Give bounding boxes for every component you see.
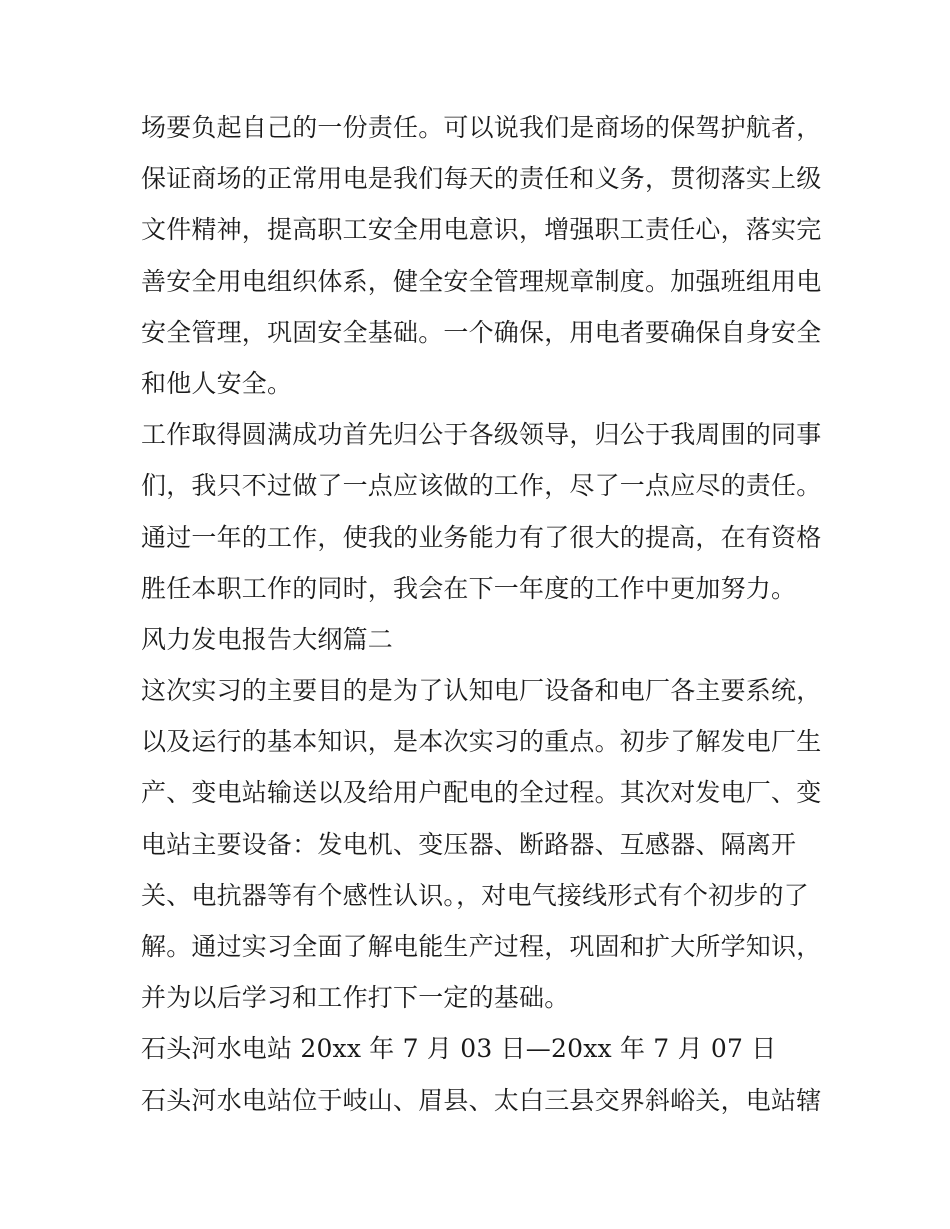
text-line-16: 关、电抗器等有个感性认识。，对电气接线形式有个初步的了 (141, 880, 809, 910)
text-line-1: 场要负起自己的一份责任。可以说我们是商场的保驾护航者， (141, 113, 822, 142)
text-line-7: 工作取得圆满成功首先归公于各级领导，归公于我周围的同事 (141, 420, 822, 450)
text-line-17: 解。通过实习全面了解电能生产过程，巩固和扩大所学知识， (141, 932, 822, 961)
text-line-4: 善安全用电组织体系，健全安全管理规章制度。加强班组用电 (141, 266, 822, 296)
text-line-20: 石头河水电站位于岐山、眉县、太白三县交界斜峪关，电站辖 (141, 1085, 822, 1115)
text-line-15: 电站主要设备：发电机、变压器、断路器、互感器、隔离开 (141, 829, 797, 859)
text-line-10: 胜任本职工作的同时，我会在下一年度的工作中更加努力。 (141, 573, 797, 603)
date-range-line: 石头河水电站 20xx 年 7 月 03 日—20xx 年 7 月 07 日 (141, 1034, 777, 1064)
document-body (141, 102, 821, 1126)
text-line-12: 这次实习的主要目的是为了认知电厂设备和电厂各主要系统， (141, 676, 822, 706)
text-line-14: 产、变电站输送以及给用户配电的全过程。其次对发电厂、变 (141, 778, 822, 808)
text-line-18: 并为以后学习和工作打下一定的基础。 (141, 983, 570, 1013)
text-line-6: 和他人安全。 (141, 368, 293, 398)
text-line-3: 文件精神，提高职工安全用电意识，增强职工责任心，落实完 (141, 215, 822, 245)
text-line-5: 安全管理，巩固安全基础。一个确保，用电者要确保自身安全 (141, 317, 822, 347)
text-line-2: 保证商场的正常用电是我们每天的责任和义务，贯彻落实上级 (141, 164, 822, 194)
section-heading: 风力发电报告大纲篇二 (141, 624, 394, 654)
text-line-9: 通过一年的工作，使我的业务能力有了很大的提高，在有资格 (141, 522, 822, 552)
text-line-13: 以及运行的基本知识，是本次实习的重点。初步了解发电厂生 (141, 727, 822, 757)
text-line-8: 们，我只不过做了一点应该做的工作，尽了一点应尽的责任。 (141, 471, 822, 501)
